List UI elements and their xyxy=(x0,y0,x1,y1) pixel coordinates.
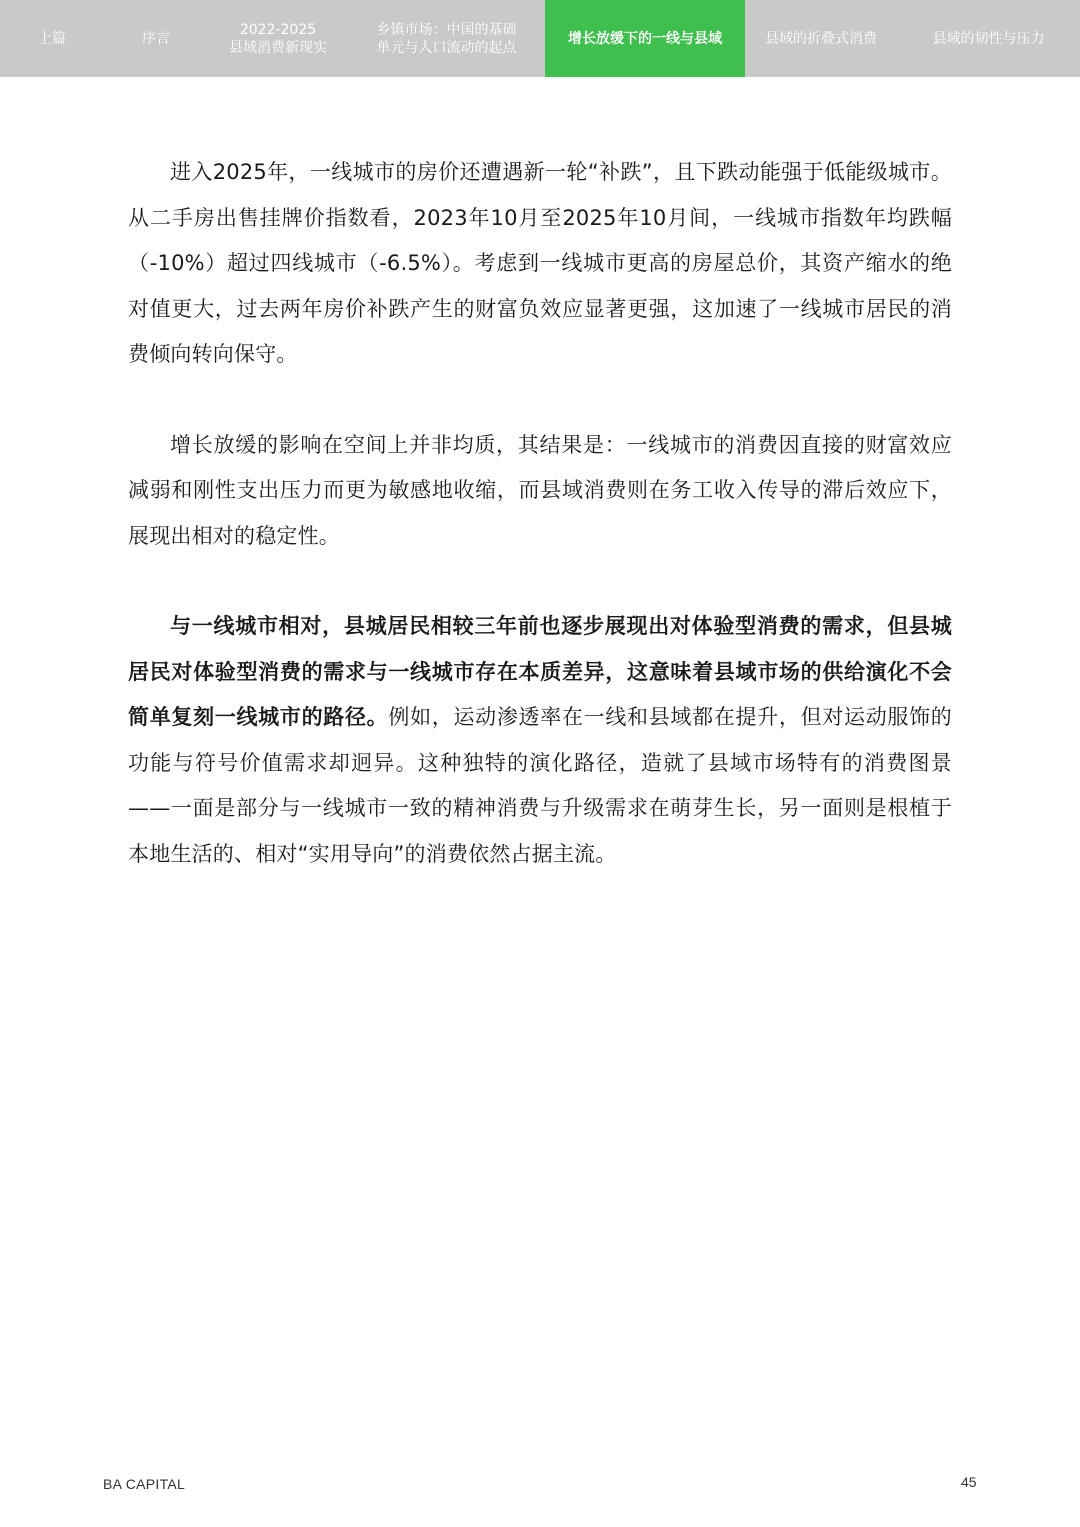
tab-label-line2: 单元与人口流动的起点 xyxy=(376,39,517,56)
page-number: 45 xyxy=(961,1474,977,1490)
tab-label: 增长放缓下的一线与县域 xyxy=(568,30,722,47)
tab-resilience-pressure[interactable] xyxy=(897,0,1080,77)
tab-label: 县域的折叠式消费 xyxy=(765,30,877,47)
tab-label: 序言 xyxy=(142,30,170,47)
tab-label-line1: 2022-2025 xyxy=(239,21,317,38)
article-body xyxy=(128,150,952,922)
tab-label: 上篇 xyxy=(38,30,66,47)
paragraph-2: 增长放缓的影响在空间上并非均质，其结果是：一线城市的消费因直接的财富效应减弱和刚性支出压力而更为敏感地收缩，而县域消费则在务工收入传导的滞后效应下，展现出相对的稳定性。 xyxy=(128,432,952,548)
tab-folded-consumption[interactable] xyxy=(745,0,897,77)
footer-brand: BA CAPITAL xyxy=(103,1476,186,1492)
tab-preface[interactable] xyxy=(104,0,208,77)
tab-township-market[interactable] xyxy=(348,0,545,77)
paragraph-3-bold-lead: 与一线城市相对，县城居民相较三年前也逐步展现出对体验型消费的需求，但县城居民对体验型消费的需求与一线城市存在本质差异，这意味着县域市场的供给演化不会简单复刻一线城市的路径。 xyxy=(128,614,952,729)
tab-part-one[interactable] xyxy=(0,0,104,77)
paragraph-1: 进入2025年，一线城市的房价还遭遇新一轮“补跌”，且下跌动能强于低能级城市。从二手房出售挂牌价指数看，2023年10月至2025年10月间，一线城市指数年均跌幅（-10%）超过四线城市（-6.5%）。考虑到一线城市更高的房屋总价，其资产缩水的绝对值更大，过去两年房价补跌产生的财富负效应显著更强，这加速了一线城市居民的消费倾向转向保守。 xyxy=(128,160,952,366)
tab-slowdown-tier1-county[interactable] xyxy=(545,0,745,77)
tab-label-line2: 县域消费新现实 xyxy=(229,39,327,56)
tab-label-line1: 乡镇市场：中国的基础 xyxy=(376,21,517,38)
paragraph-3-rest: 例如，运动渗透率在一线和县域都在提升，但对运动服饰的功能与符号价值需求却迥异。这种独特的演化路径，造就了县域市场特有的消费图景——一面是部分与一线城市一致的精神消费与升级需求在萌芽生长，另一面则是根植于本地生活的、相对“实用导向”的消费依然占据主流。 xyxy=(128,705,952,866)
paragraph-3 xyxy=(128,604,952,877)
section-nav xyxy=(0,0,1080,77)
tab-label: 县域的韧性与压力 xyxy=(932,30,1045,47)
tab-2022-2025[interactable] xyxy=(208,0,348,77)
